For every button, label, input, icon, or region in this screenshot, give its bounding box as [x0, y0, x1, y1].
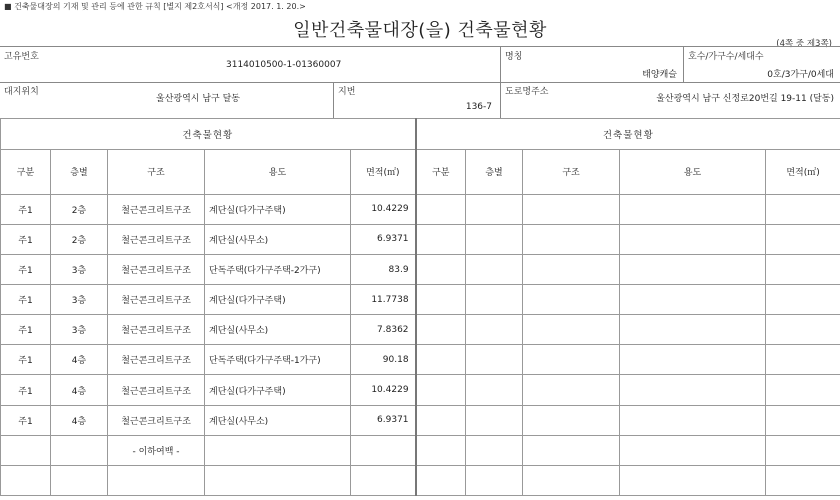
- info-header: [0, 46, 840, 119]
- road-value: 울산광역시 남구 신정로20번길 19-11 (달동): [656, 94, 834, 104]
- end-marker: - 이하여백 -: [108, 435, 205, 465]
- name-label: 명칭: [505, 52, 523, 62]
- table-row: [1, 405, 840, 435]
- regulation-note: ■ 건축물대장의 기재 및 관리 등에 관한 규칙 [별지 제2호서식] <개정 2017. 1. 20.>: [4, 2, 306, 11]
- building-status-table: [0, 118, 840, 496]
- cell-div: 주1: [1, 315, 51, 345]
- cell-area: 6.9371: [351, 405, 416, 435]
- lot-label: 지번: [338, 87, 356, 97]
- cell-div: 주1: [1, 255, 51, 285]
- cell-structure: 철근콘크리트구조: [108, 285, 205, 315]
- name-value: 태양캐슬: [642, 70, 677, 80]
- location-value: 울산광역시 남구 달동: [156, 94, 240, 104]
- road-label: 도로명주소: [505, 87, 549, 97]
- info-row-2: [0, 82, 840, 119]
- cell-div: 주1: [1, 285, 51, 315]
- cell-area: 90.18: [351, 345, 416, 375]
- col-header-div: 구분: [1, 150, 51, 195]
- id-value: 3114010500-1-01360007: [226, 60, 342, 70]
- cell-structure: 철근콘크리트구조: [108, 375, 205, 405]
- col-header-structure: 구조: [108, 150, 205, 195]
- page-title: 일반건축물대장(을) 건축물현황: [293, 20, 547, 41]
- cell-floor: 4층: [51, 345, 108, 375]
- cell-area: 11.7738: [351, 285, 416, 315]
- cell-area: 7.8362: [351, 315, 416, 345]
- cell-area: 10.4229: [351, 375, 416, 405]
- table-row: [1, 194, 840, 224]
- cell-floor: 3층: [51, 285, 108, 315]
- cell-floor: 2층: [51, 224, 108, 254]
- cell-div: 주1: [1, 224, 51, 254]
- cell-div: 주1: [1, 375, 51, 405]
- cell-div: 주1: [1, 405, 51, 435]
- cell-use: 계단실(사무소): [205, 224, 351, 254]
- units-label: 호수/가구수/세대수: [688, 52, 764, 62]
- id-label: 고유번호: [4, 52, 39, 62]
- cell-div: 주1: [1, 194, 51, 224]
- name-cell: [501, 47, 684, 82]
- location-cell: [0, 82, 334, 118]
- table-row: [1, 285, 840, 315]
- lot-value: 136-7: [465, 102, 492, 112]
- table-row: [1, 315, 840, 345]
- cell-floor: 4층: [51, 405, 108, 435]
- cell-use: 계단실(사무소): [205, 315, 351, 345]
- cell-floor: 3층: [51, 255, 108, 285]
- units-value: 0호/3가구/0세대: [767, 70, 834, 80]
- cell-use: 단독주택(다가구주택-2가구): [205, 255, 351, 285]
- lot-cell: [334, 82, 501, 118]
- info-row-1: [0, 47, 840, 83]
- col-header-area: 면적(㎡): [351, 150, 416, 195]
- end-marker-row: [1, 435, 840, 465]
- cell-floor: 4층: [51, 375, 108, 405]
- column-header-row: [1, 150, 840, 195]
- section-title-row: [1, 119, 840, 150]
- cell-structure: 철근콘크리트구조: [108, 405, 205, 435]
- col-header-structure-right: 구조: [523, 150, 620, 195]
- units-cell: [684, 47, 840, 82]
- cell-structure: 철근콘크리트구조: [108, 194, 205, 224]
- cell-use: 계단실(사무소): [205, 405, 351, 435]
- id-cell: [0, 47, 501, 82]
- table-row: [1, 375, 840, 405]
- cell-floor: 2층: [51, 194, 108, 224]
- col-header-div-right: 구분: [416, 150, 466, 195]
- cell-area: 83.9: [351, 255, 416, 285]
- table-row: [1, 345, 840, 375]
- cell-floor: 3층: [51, 315, 108, 345]
- cell-div: 주1: [1, 345, 51, 375]
- cell-use: 계단실(다가구주택): [205, 375, 351, 405]
- page-indicator: (4쪽 중 제3쪽): [776, 39, 832, 49]
- cell-area: 6.9371: [351, 224, 416, 254]
- road-cell: [501, 82, 840, 118]
- cell-area: 10.4229: [351, 194, 416, 224]
- cell-structure: 철근콘크리트구조: [108, 224, 205, 254]
- cell-use: 계단실(다가구주택): [205, 194, 351, 224]
- section-title-left: 건축물현황: [1, 119, 416, 150]
- table-row: [1, 255, 840, 285]
- cell-use: 단독주택(다가구주택-1가구): [205, 345, 351, 375]
- col-header-use: 용도: [205, 150, 351, 195]
- location-label: 대지위치: [4, 87, 39, 97]
- empty-row: [1, 465, 840, 495]
- cell-structure: 철근콘크리트구조: [108, 315, 205, 345]
- table-row: [1, 224, 840, 254]
- col-header-floor: 층별: [51, 150, 108, 195]
- cell-structure: 철근콘크리트구조: [108, 255, 205, 285]
- col-header-use-right: 용도: [620, 150, 766, 195]
- cell-use: 계단실(다가구주택): [205, 285, 351, 315]
- col-header-floor-right: 층별: [466, 150, 523, 195]
- section-title-right: 건축물현황: [416, 119, 840, 150]
- col-header-area-right: 면적(㎡): [766, 150, 840, 195]
- cell-structure: 철근콘크리트구조: [108, 345, 205, 375]
